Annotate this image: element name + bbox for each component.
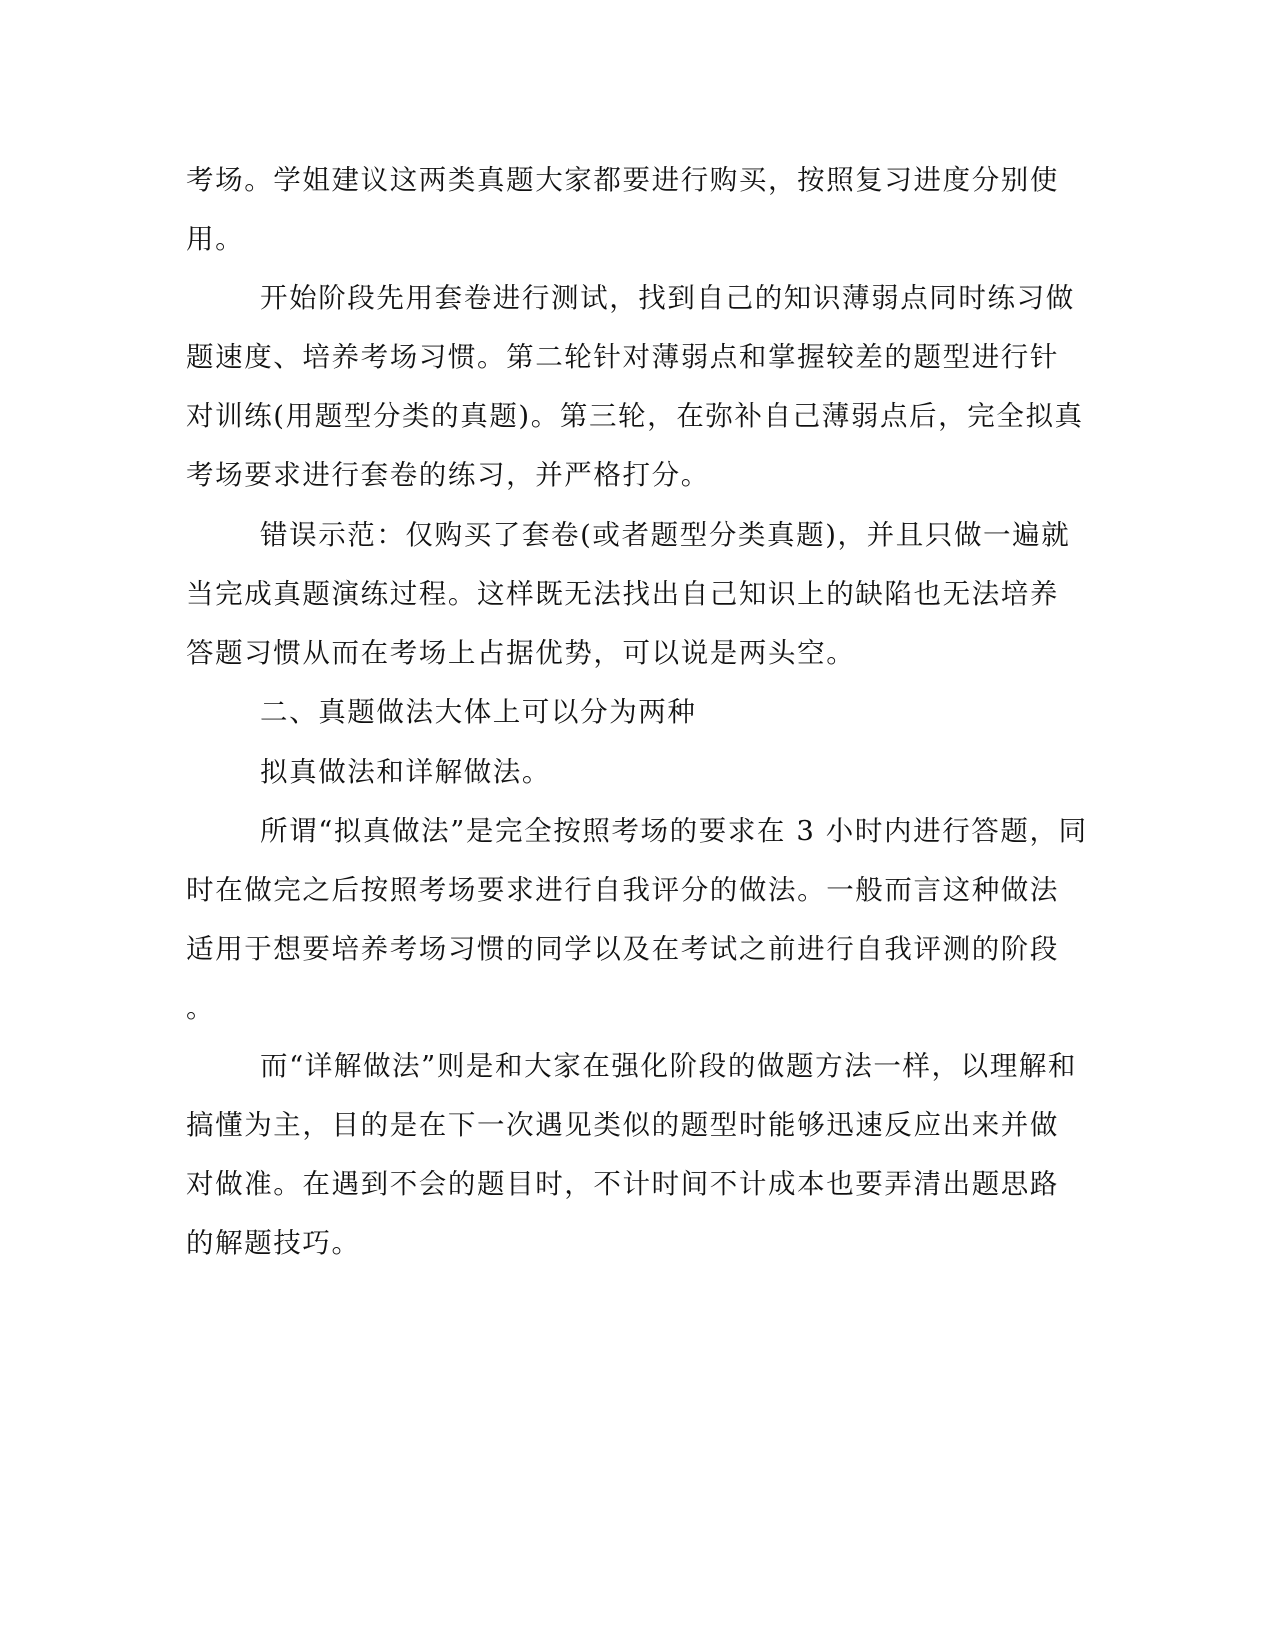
paragraph-line: 拟真做法和详解做法。 <box>260 756 551 788</box>
paragraph-line: 时在做完之后按照考场要求进行自我评分的做法。一般而言这种做法 <box>186 874 1059 906</box>
paragraph-line: 开始阶段先用套卷进行测试，找到自己的知识薄弱点同时练习做 <box>260 282 1075 314</box>
paragraph-line: 对做准。在遇到不会的题目时，不计时间不计成本也要弄清出题思路 <box>186 1168 1059 1200</box>
paragraph-line: 的解题技巧。 <box>186 1227 361 1259</box>
paragraph-line: 对训练(用题型分类的真题)。第三轮，在弥补自己薄弱点后，完全拟真 <box>186 400 1084 432</box>
section-heading: 二、真题做法大体上可以分为两种 <box>260 696 697 728</box>
paragraph-line: 题速度、培养考场习惯。第二轮针对薄弱点和掌握较差的题型进行针 <box>186 341 1059 373</box>
paragraph-line: 搞懂为主，目的是在下一次遇见类似的题型时能够迅速反应出来并做 <box>186 1109 1059 1141</box>
paragraph-line: 用。 <box>186 223 245 255</box>
paragraph-line: 当完成真题演练过程。这样既无法找出自己知识上的缺陷也无法培养 <box>186 578 1059 610</box>
paragraph-line: 所谓“拟真做法”是完全按照考场的要求在 3 小时内进行答题，同 <box>260 815 1088 847</box>
paragraph-line: 适用于想要培养考场习惯的同学以及在考试之前进行自我评测的阶段 <box>186 933 1059 965</box>
paragraph-line: 考场。学姐建议这两类真题大家都要进行购买，按照复习进度分别使 <box>186 164 1059 196</box>
paragraph-line: 错误示范：仅购买了套卷(或者题型分类真题)，并且只做一遍就 <box>260 519 1071 551</box>
paragraph-line: 而“详解做法”则是和大家在强化阶段的做题方法一样，以理解和 <box>260 1050 1078 1082</box>
paragraph-line: 。 <box>186 992 216 1024</box>
paragraph-line: 考场要求进行套卷的练习，并严格打分。 <box>186 459 710 491</box>
paragraph-line: 答题习惯从而在考场上占据优势，可以说是两头空。 <box>186 637 856 669</box>
